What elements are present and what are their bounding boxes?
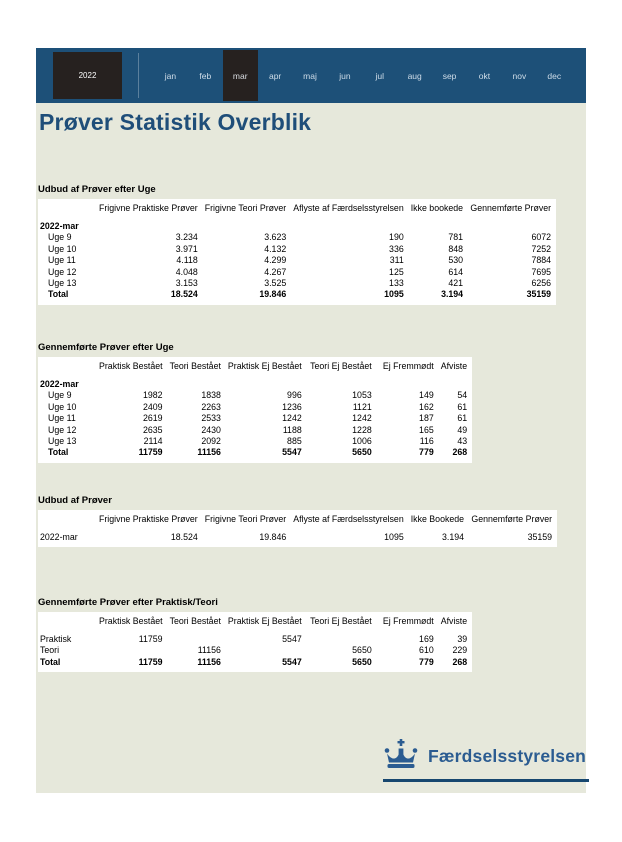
section-udbud-efter-uge xyxy=(38,184,556,310)
cell-value: 3.234 xyxy=(175,232,198,243)
cell-value: 5547 xyxy=(282,634,302,644)
cell-value: 61 xyxy=(457,401,468,412)
cell-value: 5650 xyxy=(352,645,372,656)
row-label: Uge 9 xyxy=(48,232,72,243)
section-gennemfoerte-efter-uge xyxy=(38,342,472,468)
cell-value: 18.524 xyxy=(170,289,198,300)
row-label: 2022-mar xyxy=(40,532,78,542)
cell-value xyxy=(286,216,404,232)
column-header: Teori Ej Bestået xyxy=(310,616,372,626)
cell-value: 2635 xyxy=(142,424,163,435)
cell-value: 781 xyxy=(448,232,464,243)
cell-value: 6072 xyxy=(531,232,552,243)
cell-value: 19.846 xyxy=(259,289,287,300)
cell-value: 268 xyxy=(452,656,468,667)
cell-value: 614 xyxy=(448,266,464,277)
column-header: Ej Fremmødt xyxy=(382,616,434,626)
report-canvas xyxy=(36,103,586,793)
cell-value: 187 xyxy=(419,413,434,424)
column-header: Gennemførte Prøver xyxy=(471,514,553,524)
row-label: Total xyxy=(48,289,69,300)
cell-value: 530 xyxy=(448,255,464,266)
cell-value: 125 xyxy=(389,266,404,277)
cell-value: 7884 xyxy=(531,255,552,266)
column-header: Praktisk Bestået xyxy=(99,616,163,626)
column-header: Frigivne Teori Prøver xyxy=(204,203,287,213)
cell-value: 2092 xyxy=(201,436,221,447)
cell-value: 5547 xyxy=(282,656,302,667)
month-tab-jun[interactable]: jun xyxy=(339,70,351,81)
cell-value: 421 xyxy=(448,278,464,289)
month-tab-sep[interactable]: sep xyxy=(442,70,457,81)
cell-value: 1188 xyxy=(282,424,302,435)
month-tab-aug[interactable]: aug xyxy=(407,70,422,81)
column-header: Aflyste af Færdselsstyrelsen xyxy=(293,203,404,213)
cell-value: 311 xyxy=(389,255,404,266)
cell-value: 7695 xyxy=(531,266,552,277)
cell-value: 4.132 xyxy=(264,243,287,254)
column-header: Afviste xyxy=(440,361,468,371)
row-label: Uge 11 xyxy=(48,255,76,266)
table-row xyxy=(38,267,551,278)
row-label: Uge 9 xyxy=(48,390,72,401)
cell-value: 149 xyxy=(419,390,434,401)
section-gennemfoerte-praktisk-teori xyxy=(38,597,472,677)
month-slicer-bar xyxy=(36,48,586,103)
column-header: Teori Bestået xyxy=(169,616,221,626)
cell-value: 3.153 xyxy=(175,278,198,289)
cell-value: 779 xyxy=(419,656,434,667)
table-row xyxy=(38,527,552,543)
table-header-row xyxy=(38,614,467,629)
cell-value: 1121 xyxy=(352,401,372,412)
cell-value xyxy=(302,629,372,645)
month-tab-maj[interactable]: maj xyxy=(303,70,317,81)
column-header xyxy=(38,201,92,216)
cell-value: 11759 xyxy=(138,447,163,458)
month-tab-jul[interactable]: jul xyxy=(375,70,385,81)
table-udbud xyxy=(38,512,552,543)
cell-value: 11759 xyxy=(138,634,163,644)
column-header: Aflyste af Færdselsstyrelsen xyxy=(293,514,404,524)
table-row xyxy=(38,645,467,656)
cell-value: 43 xyxy=(457,436,468,447)
cell-value: 5650 xyxy=(352,447,372,458)
row-label: Uge 13 xyxy=(48,278,77,289)
cell-value: 11156 xyxy=(197,447,221,458)
table-panel xyxy=(38,612,472,672)
cell-value xyxy=(221,645,302,656)
cell-value xyxy=(163,629,221,645)
table-title: Gennemførte Prøver efter Praktisk/Teori xyxy=(38,597,218,608)
month-tab-okt[interactable]: okt xyxy=(478,70,491,81)
cell-value xyxy=(198,216,286,232)
column-header: Teori Ej Bestået xyxy=(310,361,372,371)
table-row xyxy=(38,232,551,243)
cell-value: 2114 xyxy=(143,436,163,447)
cell-value: 133 xyxy=(389,278,404,289)
cell-value: 165 xyxy=(419,424,434,435)
column-header: Teori Bestået xyxy=(169,361,221,371)
table-row xyxy=(38,216,551,232)
cell-value: 11156 xyxy=(197,656,221,667)
cell-value: 1006 xyxy=(352,436,372,447)
row-label: Total xyxy=(40,656,61,667)
column-header xyxy=(38,512,92,527)
cell-value: 4.118 xyxy=(176,255,198,266)
table-panel xyxy=(38,357,472,463)
table-gennemfoerte-efter-uge xyxy=(38,359,467,459)
column-header: Frigivne Praktiske Prøver xyxy=(99,514,198,524)
cell-value: 4.048 xyxy=(175,266,198,277)
cell-value xyxy=(434,374,467,390)
cell-value: 169 xyxy=(419,634,434,644)
crown-icon xyxy=(383,739,419,774)
agency-logo xyxy=(383,739,589,782)
cell-value: 116 xyxy=(419,436,434,447)
cell-value: 3.525 xyxy=(264,278,287,289)
table-row xyxy=(38,436,467,447)
cell-value xyxy=(163,374,221,390)
table-title: Gennemførte Prøver efter Uge xyxy=(38,342,174,353)
month-tab-nov[interactable]: nov xyxy=(512,70,527,81)
cell-value: 162 xyxy=(419,401,434,412)
column-header: Ikke Bookede xyxy=(410,514,465,524)
cell-value: 5650 xyxy=(352,656,372,667)
month-tab-jan[interactable]: jan xyxy=(164,70,177,81)
cell-value: 268 xyxy=(452,447,468,458)
cell-value: 39 xyxy=(457,634,468,644)
cell-value: 1095 xyxy=(384,532,404,542)
table-panel xyxy=(38,510,557,547)
cell-value: 2533 xyxy=(201,413,221,424)
cell-value: 1095 xyxy=(384,289,404,300)
table-panel xyxy=(38,199,556,305)
cell-value: 1982 xyxy=(142,390,163,401)
cell-value: 1242 xyxy=(282,413,302,424)
row-label: 2022-mar xyxy=(40,379,79,389)
cell-value: 35159 xyxy=(527,532,553,542)
table-header-row xyxy=(38,359,467,374)
table-row xyxy=(38,255,551,266)
cell-value xyxy=(302,374,372,390)
year-selector[interactable] xyxy=(53,52,122,99)
cell-value: 885 xyxy=(287,436,302,447)
column-header: Gennemførte Prøver xyxy=(470,203,552,213)
cell-value: 19.846 xyxy=(259,532,287,542)
month-tab-dec[interactable]: dec xyxy=(547,70,562,81)
cell-value: 2409 xyxy=(142,401,163,412)
table-row xyxy=(38,244,551,255)
cell-value: 3.194 xyxy=(441,289,464,300)
column-header: Ej Fremmødt xyxy=(382,361,434,371)
cell-value: 6256 xyxy=(531,278,552,289)
table-row xyxy=(38,413,467,424)
table-row xyxy=(38,278,551,289)
table-row xyxy=(38,657,467,668)
cell-value: 49 xyxy=(457,424,468,435)
logo-underline xyxy=(383,779,589,782)
row-label: Uge 12 xyxy=(48,266,77,277)
column-header: Ikke bookede xyxy=(410,203,464,213)
row-label: Praktisk xyxy=(40,634,72,644)
table-header-row xyxy=(38,201,551,216)
row-label: Total xyxy=(48,447,69,458)
page-title: Prøver Statistik Overblik xyxy=(39,109,312,135)
cell-value: 336 xyxy=(389,243,404,254)
column-header: Praktisk Ej Bestået xyxy=(227,616,302,626)
column-header: Frigivne Teori Prøver xyxy=(204,514,287,524)
table-row xyxy=(38,374,467,390)
cell-value: 779 xyxy=(419,447,434,458)
cell-value: 18.524 xyxy=(170,532,198,542)
row-label: Teori xyxy=(40,645,60,656)
table-row xyxy=(38,402,467,413)
cell-value: 5547 xyxy=(282,447,302,458)
slicer-divider xyxy=(138,53,139,98)
table-row xyxy=(38,289,551,300)
month-tab-apr[interactable]: apr xyxy=(268,70,282,81)
cell-value: 1053 xyxy=(352,390,372,401)
cell-value: 1228 xyxy=(352,424,372,435)
cell-value: 54 xyxy=(457,390,468,401)
row-label: Uge 11 xyxy=(48,413,76,424)
row-label: Uge 10 xyxy=(48,401,77,412)
column-header: Frigivne Praktiske Prøver xyxy=(99,203,198,213)
row-label: 2022-mar xyxy=(40,221,79,231)
cell-value: 61 xyxy=(457,413,468,424)
table-title: Udbud af Prøver efter Uge xyxy=(38,184,156,195)
cell-value xyxy=(92,216,198,232)
column-header: Praktisk Bestået xyxy=(99,361,163,371)
cell-value: 190 xyxy=(389,232,404,243)
cell-value: 11156 xyxy=(197,645,221,656)
cell-value xyxy=(92,374,163,390)
table-row xyxy=(38,390,467,401)
cell-value: 3.971 xyxy=(175,243,198,254)
cell-value xyxy=(463,216,551,232)
cell-value: 4.299 xyxy=(264,255,287,266)
row-label: Uge 10 xyxy=(48,243,77,254)
cell-value: 3.623 xyxy=(264,232,287,243)
row-label: Uge 13 xyxy=(48,436,77,447)
cell-value: 996 xyxy=(287,390,302,401)
cell-value xyxy=(404,216,463,232)
column-header xyxy=(38,359,92,374)
cell-value xyxy=(92,645,163,656)
table-row xyxy=(38,447,467,458)
cell-value: 3.194 xyxy=(442,532,465,542)
table-title: Udbud af Prøver xyxy=(38,495,112,506)
month-tabs xyxy=(153,50,572,101)
cell-value: 1242 xyxy=(352,413,372,424)
table-header-row xyxy=(38,512,552,527)
cell-value: 4.267 xyxy=(264,266,287,277)
cell-value xyxy=(372,374,434,390)
column-header xyxy=(38,614,92,629)
month-tab-mar[interactable]: mar xyxy=(223,50,258,101)
table-udbud-efter-uge xyxy=(38,201,551,301)
table-row xyxy=(38,629,467,645)
year-label: 2022 xyxy=(78,71,97,80)
cell-value xyxy=(221,374,302,390)
cell-value: 7252 xyxy=(531,243,552,254)
cell-value: 610 xyxy=(419,645,434,656)
table-gennemfoerte-praktisk-teori xyxy=(38,614,467,668)
column-header: Afviste xyxy=(440,616,468,626)
cell-value: 229 xyxy=(452,645,468,656)
cell-value: 35159 xyxy=(526,289,552,300)
cell-value: 1236 xyxy=(282,401,302,412)
table-row xyxy=(38,425,467,436)
cell-value: 2263 xyxy=(201,401,221,412)
month-tab-feb[interactable]: feb xyxy=(199,70,212,81)
cell-value: 1838 xyxy=(201,390,221,401)
row-label: Uge 12 xyxy=(48,424,77,435)
agency-name: Færdselsstyrelsen xyxy=(428,746,587,766)
section-udbud xyxy=(38,495,557,552)
column-header: Praktisk Ej Bestået xyxy=(227,361,302,371)
cell-value: 2619 xyxy=(142,413,163,424)
cell-value: 848 xyxy=(448,243,464,254)
cell-value: 2430 xyxy=(201,424,221,435)
cell-value: 11759 xyxy=(138,656,163,667)
